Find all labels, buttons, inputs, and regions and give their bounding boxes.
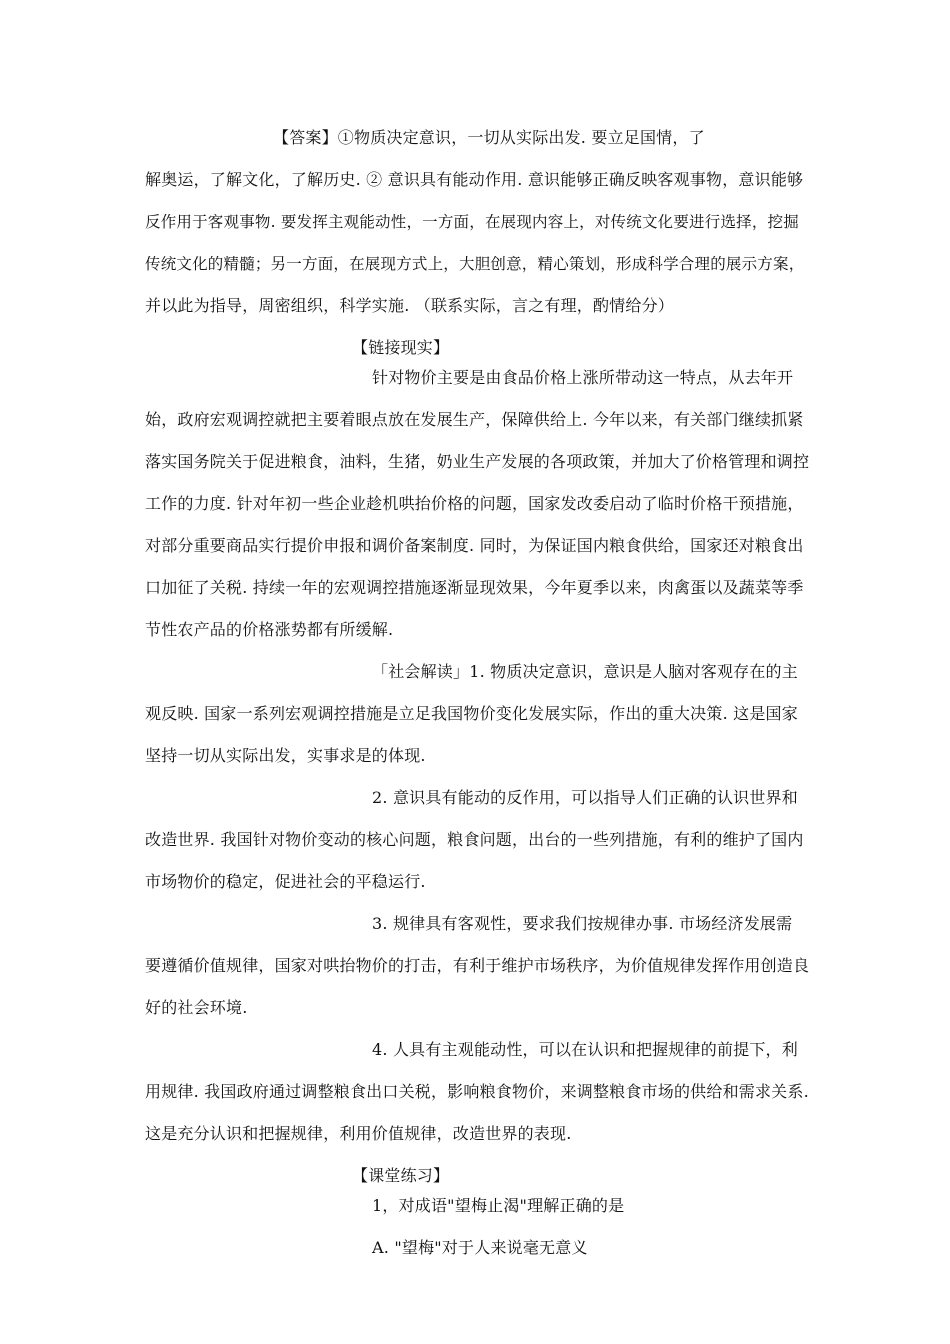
social-reading-2-line-3: 市场物价的稳定，促进社会的平稳运行.: [145, 872, 426, 891]
practice-heading: 【课堂练习】: [352, 1166, 450, 1185]
answer-line-3: 反作用于客观事物. 要发挥主观能动性，一方面，在展现内容上，对传统文化要进行选择，挖掘: [145, 213, 799, 231]
answer-line-2: 解奥运，了解文化，了解历史. ② 意识具有能动作用. 意识能够正确反映客观事物，意识能够: [145, 170, 804, 189]
practice-option-a: A. "望梅"对于人来说毫无意义: [372, 1238, 588, 1257]
social-reading-3-line-2: 要遵循价值规律，国家对哄抬物价的打击，有利于维护市场秩序，为价值规律发挥作用创造良: [145, 956, 810, 975]
link-reality-line-4: 工作的力度. 针对年初一些企业趁机哄抬价格的问题，国家发改委启动了临时价格干预措施，: [145, 494, 804, 513]
link-reality-line-2: 始，政府宏观调控就把主要着眼点放在发展生产，保障供给上. 今年以来，有关部门继续抓紧: [145, 410, 804, 429]
link-reality-heading: 【链接现实】: [352, 338, 450, 357]
social-reading-1-line-3: 坚持一切从实际出发，实事求是的体现.: [145, 746, 426, 765]
answer-line-4: 传统文化的精髓；另一方面，在展现方式上，大胆创意，精心策划，形成科学合理的展示方案，: [145, 255, 805, 273]
social-reading-3-line-1: 3. 规律具有客观性，要求我们按规律办事. 市场经济发展需: [372, 914, 793, 933]
link-reality-line-7: 节性农产品的价格涨势都有所缓解.: [145, 620, 394, 639]
social-reading-4-line-1: 4. 人具有主观能动性，可以在认识和把握规律的前提下，利: [372, 1040, 798, 1059]
social-reading-2-line-1: 2. 意识具有能动的反作用，可以指导人们正确的认识世界和: [372, 788, 798, 807]
social-reading-4-line-2: 用规律. 我国政府通过调整粮食出口关税，影响粮食物价，来调整粮食市场的供给和需求关系.: [145, 1082, 809, 1101]
answer-line-5: 并以此为指导，周密组织，科学实施. （联系实际，言之有理，酌情给分）: [145, 296, 674, 315]
social-reading-1-line-2: 观反映. 国家一系列宏观调控措施是立足我国物价变化发展实际，作出的重大决策. 这是国家: [145, 704, 798, 723]
practice-question-1: 1，对成语"望梅止渴"理解正确的是: [372, 1196, 625, 1215]
link-reality-line-1: 针对物价主要是由食品价格上涨所带动这一特点，从去年开: [372, 368, 794, 387]
answer-line-1: 【答案】①物质决定意识，一切从实际出发. 要立足国情，了: [273, 128, 705, 147]
social-reading-1-line-1: 「社会解读」1. 物质决定意识，意识是人脑对客观存在的主: [372, 662, 798, 681]
link-reality-line-6: 口加征了关税. 持续一年的宏观调控措施逐渐显现效果，今年夏季以来，肉禽蛋以及蔬菜等季: [145, 578, 804, 597]
link-reality-line-3: 落实国务院关于促进粮食，油料，生猪，奶业生产发展的各项政策，并加大了价格管理和调控: [145, 452, 810, 471]
social-reading-3-line-3: 好的社会环境.: [145, 998, 248, 1017]
social-reading-2-line-2: 改造世界. 我国针对物价变动的核心问题，粮食问题，出台的一些列措施，有利的维护了国内: [145, 830, 804, 849]
social-reading-4-line-3: 这是充分认识和把握规律，利用价值规律，改造世界的表现.: [145, 1124, 572, 1143]
link-reality-line-5: 对部分重要商品实行提价申报和调价备案制度. 同时，为保证国内粮食供给，国家还对粮食出: [145, 536, 804, 555]
